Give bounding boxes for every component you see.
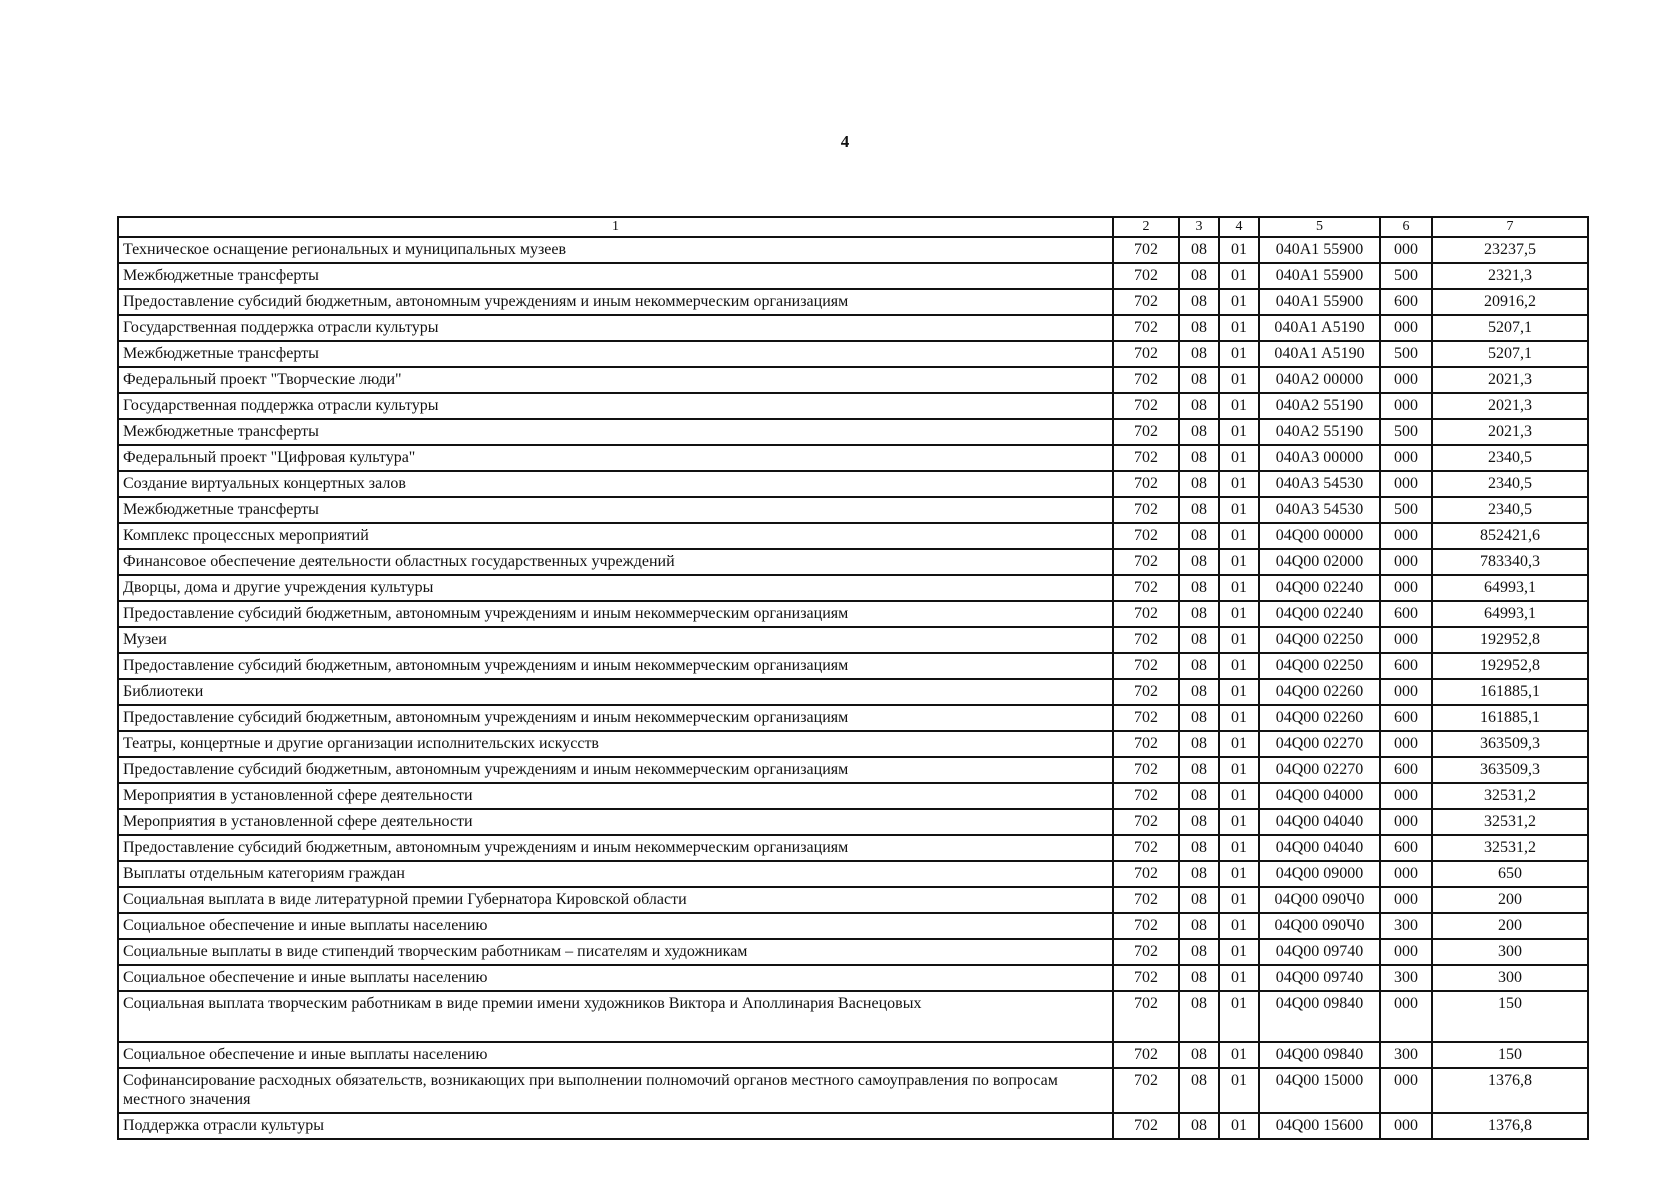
row-chapter-cell: 702 [1113,991,1179,1042]
table-row [118,289,1588,315]
row-target-item-cell: 04Q00 15000 [1259,1068,1380,1113]
row-target-item-cell: 04Q00 02240 [1259,575,1380,601]
row-subsection-cell: 01 [1219,315,1259,341]
row-subsection-cell: 01 [1219,341,1259,367]
row-amount-cell: 2021,3 [1432,367,1588,393]
row-target-item-cell: 04Q00 090Ч0 [1259,887,1380,913]
row-section-cell: 08 [1179,653,1219,679]
row-target-item-cell: 04Q00 02240 [1259,601,1380,627]
row-amount-cell: 650 [1432,861,1588,887]
row-subsection-cell: 01 [1219,471,1259,497]
row-expense-type-cell: 000 [1380,991,1432,1042]
row-target-item-cell: 040A2 55190 [1259,419,1380,445]
row-subsection-cell: 01 [1219,523,1259,549]
row-section-cell: 08 [1179,679,1219,705]
row-chapter-cell: 702 [1113,1042,1179,1068]
row-target-item-cell: 04Q00 04000 [1259,783,1380,809]
row-subsection-cell: 01 [1219,419,1259,445]
row-name-cell: Предоставление субсидий бюджетным, автономным учреждениям и иным некоммерческим организациям [118,757,1113,783]
row-name-cell: Библиотеки [118,679,1113,705]
table-row [118,861,1588,887]
table-row [118,315,1588,341]
table-row [118,237,1588,263]
row-name-cell: Предоставление субсидий бюджетным, автономным учреждениям и иным некоммерческим организациям [118,653,1113,679]
row-name-cell: Предоставление субсидий бюджетным, автономным учреждениям и иным некоммерческим организациям [118,601,1113,627]
row-chapter-cell: 702 [1113,601,1179,627]
row-chapter-cell: 702 [1113,731,1179,757]
row-section-cell: 08 [1179,497,1219,523]
row-chapter-cell: 702 [1113,861,1179,887]
row-expense-type-cell: 000 [1380,315,1432,341]
row-chapter-cell: 702 [1113,575,1179,601]
row-amount-cell: 32531,2 [1432,783,1588,809]
row-expense-type-cell: 000 [1380,887,1432,913]
row-amount-cell: 64993,1 [1432,575,1588,601]
header-row [118,217,1588,237]
table-row [118,497,1588,523]
table-row [118,887,1588,913]
row-target-item-cell: 040A1 55900 [1259,289,1380,315]
table-row [118,757,1588,783]
row-name-cell: Техническое оснащение региональных и муниципальных музеев [118,237,1113,263]
row-amount-cell: 2021,3 [1432,393,1588,419]
table-row [118,679,1588,705]
row-chapter-cell: 702 [1113,315,1179,341]
row-section-cell: 08 [1179,731,1219,757]
row-subsection-cell: 01 [1219,757,1259,783]
row-expense-type-cell: 000 [1380,445,1432,471]
row-subsection-cell: 01 [1219,835,1259,861]
row-chapter-cell: 702 [1113,887,1179,913]
row-amount-cell: 161885,1 [1432,679,1588,705]
row-target-item-cell: 040A3 00000 [1259,445,1380,471]
row-section-cell: 08 [1179,965,1219,991]
header-col-2: 2 [1113,217,1179,237]
row-subsection-cell: 01 [1219,939,1259,965]
row-expense-type-cell: 600 [1380,757,1432,783]
row-subsection-cell: 01 [1219,861,1259,887]
row-target-item-cell: 04Q00 09740 [1259,965,1380,991]
row-chapter-cell: 702 [1113,393,1179,419]
row-target-item-cell: 04Q00 00000 [1259,523,1380,549]
row-section-cell: 08 [1179,939,1219,965]
row-chapter-cell: 702 [1113,783,1179,809]
row-subsection-cell: 01 [1219,1113,1259,1139]
row-amount-cell: 5207,1 [1432,315,1588,341]
row-target-item-cell: 040A3 54530 [1259,497,1380,523]
row-expense-type-cell: 300 [1380,913,1432,939]
row-expense-type-cell: 000 [1380,783,1432,809]
row-target-item-cell: 040A1 55900 [1259,237,1380,263]
row-section-cell: 08 [1179,263,1219,289]
row-amount-cell: 1376,8 [1432,1068,1588,1113]
row-subsection-cell: 01 [1219,575,1259,601]
row-name-cell: Мероприятия в установленной сфере деятельности [118,783,1113,809]
row-chapter-cell: 702 [1113,263,1179,289]
budget-table [117,216,1589,1140]
table-row [118,1068,1588,1113]
row-name-cell: Федеральный проект "Творческие люди" [118,367,1113,393]
header-col-3: 3 [1179,217,1219,237]
row-amount-cell: 20916,2 [1432,289,1588,315]
row-name-cell: Дворцы, дома и другие учреждения культуры [118,575,1113,601]
row-chapter-cell: 702 [1113,965,1179,991]
table-header [118,217,1588,237]
row-chapter-cell: 702 [1113,1113,1179,1139]
row-name-cell: Межбюджетные трансферты [118,497,1113,523]
table-row [118,263,1588,289]
row-section-cell: 08 [1179,471,1219,497]
row-subsection-cell: 01 [1219,1068,1259,1113]
row-name-cell: Софинансирование расходных обязательств, возникающих при выполнении полномочий органов местного самоуправления по вопросам местного значения [118,1068,1113,1113]
table-row [118,419,1588,445]
row-amount-cell: 852421,6 [1432,523,1588,549]
row-expense-type-cell: 000 [1380,731,1432,757]
row-target-item-cell: 04Q00 15600 [1259,1113,1380,1139]
row-name-cell: Социальное обеспечение и иные выплаты населению [118,913,1113,939]
row-section-cell: 08 [1179,1113,1219,1139]
row-name-cell: Предоставление субсидий бюджетным, автономным учреждениям и иным некоммерческим организациям [118,705,1113,731]
table-row [118,913,1588,939]
row-amount-cell: 2340,5 [1432,471,1588,497]
row-subsection-cell: 01 [1219,679,1259,705]
row-chapter-cell: 702 [1113,835,1179,861]
row-name-cell: Музеи [118,627,1113,653]
row-chapter-cell: 702 [1113,705,1179,731]
row-chapter-cell: 702 [1113,289,1179,315]
row-amount-cell: 2340,5 [1432,497,1588,523]
row-subsection-cell: 01 [1219,1042,1259,1068]
row-section-cell: 08 [1179,575,1219,601]
row-amount-cell: 150 [1432,991,1588,1042]
page-number: 4 [840,132,850,151]
row-target-item-cell: 04Q00 02260 [1259,679,1380,705]
row-expense-type-cell: 000 [1380,939,1432,965]
row-expense-type-cell: 000 [1380,679,1432,705]
row-name-cell: Социальное обеспечение и иные выплаты населению [118,1042,1113,1068]
row-subsection-cell: 01 [1219,367,1259,393]
header-col-7: 7 [1432,217,1588,237]
row-section-cell: 08 [1179,783,1219,809]
row-section-cell: 08 [1179,809,1219,835]
row-target-item-cell: 04Q00 09840 [1259,1042,1380,1068]
row-expense-type-cell: 500 [1380,419,1432,445]
row-section-cell: 08 [1179,835,1219,861]
row-target-item-cell: 04Q00 02250 [1259,653,1380,679]
row-target-item-cell: 04Q00 04040 [1259,835,1380,861]
row-name-cell: Межбюджетные трансферты [118,263,1113,289]
row-amount-cell: 23237,5 [1432,237,1588,263]
row-name-cell: Выплаты отдельным категориям граждан [118,861,1113,887]
row-target-item-cell: 040A2 00000 [1259,367,1380,393]
row-expense-type-cell: 600 [1380,289,1432,315]
row-amount-cell: 300 [1432,939,1588,965]
table-row [118,809,1588,835]
row-subsection-cell: 01 [1219,263,1259,289]
row-subsection-cell: 01 [1219,705,1259,731]
row-name-cell: Межбюджетные трансферты [118,419,1113,445]
row-amount-cell: 363509,3 [1432,731,1588,757]
row-section-cell: 08 [1179,887,1219,913]
row-expense-type-cell: 000 [1380,471,1432,497]
row-amount-cell: 64993,1 [1432,601,1588,627]
row-amount-cell: 200 [1432,913,1588,939]
row-amount-cell: 161885,1 [1432,705,1588,731]
row-chapter-cell: 702 [1113,653,1179,679]
row-target-item-cell: 040A1 55900 [1259,263,1380,289]
header-col-1: 1 [118,217,1113,237]
row-expense-type-cell: 500 [1380,497,1432,523]
row-chapter-cell: 702 [1113,757,1179,783]
row-subsection-cell: 01 [1219,783,1259,809]
header-col-4: 4 [1219,217,1259,237]
row-name-cell: Финансовое обеспечение деятельности областных государственных учреждений [118,549,1113,575]
row-section-cell: 08 [1179,549,1219,575]
row-amount-cell: 200 [1432,887,1588,913]
row-subsection-cell: 01 [1219,601,1259,627]
row-section-cell: 08 [1179,991,1219,1042]
row-subsection-cell: 01 [1219,887,1259,913]
row-amount-cell: 300 [1432,965,1588,991]
row-name-cell: Социальная выплата творческим работникам в виде премии имени художников Виктора и Аполлинария Васнецовых [118,991,1113,1042]
row-expense-type-cell: 000 [1380,575,1432,601]
row-name-cell: Комплекс процессных мероприятий [118,523,1113,549]
row-expense-type-cell: 000 [1380,861,1432,887]
row-expense-type-cell: 500 [1380,263,1432,289]
row-target-item-cell: 04Q00 09000 [1259,861,1380,887]
row-target-item-cell: 04Q00 02260 [1259,705,1380,731]
row-section-cell: 08 [1179,367,1219,393]
row-subsection-cell: 01 [1219,497,1259,523]
row-chapter-cell: 702 [1113,1068,1179,1113]
table-row [118,991,1588,1042]
row-expense-type-cell: 300 [1380,1042,1432,1068]
row-name-cell: Федеральный проект "Цифровая культура" [118,445,1113,471]
row-chapter-cell: 702 [1113,809,1179,835]
row-expense-type-cell: 000 [1380,393,1432,419]
row-name-cell: Создание виртуальных концертных залов [118,471,1113,497]
table-row [118,1113,1588,1139]
table-row [118,965,1588,991]
row-name-cell: Социальная выплата в виде литературной премии Губернатора Кировской области [118,887,1113,913]
row-section-cell: 08 [1179,705,1219,731]
row-target-item-cell: 04Q00 04040 [1259,809,1380,835]
row-subsection-cell: 01 [1219,809,1259,835]
row-subsection-cell: 01 [1219,991,1259,1042]
row-name-cell: Мероприятия в установленной сфере деятельности [118,809,1113,835]
row-amount-cell: 363509,3 [1432,757,1588,783]
row-section-cell: 08 [1179,861,1219,887]
row-expense-type-cell: 000 [1380,237,1432,263]
row-section-cell: 08 [1179,523,1219,549]
row-section-cell: 08 [1179,393,1219,419]
table-body [118,237,1588,1139]
table-row [118,367,1588,393]
row-name-cell: Государственная поддержка отрасли культуры [118,393,1113,419]
row-subsection-cell: 01 [1219,289,1259,315]
table-row [118,1042,1588,1068]
row-amount-cell: 783340,3 [1432,549,1588,575]
row-section-cell: 08 [1179,237,1219,263]
table-row [118,471,1588,497]
row-amount-cell: 192952,8 [1432,627,1588,653]
row-expense-type-cell: 600 [1380,705,1432,731]
row-chapter-cell: 702 [1113,367,1179,393]
table-row [118,393,1588,419]
table-row [118,549,1588,575]
row-target-item-cell: 040A1 A5190 [1259,315,1380,341]
table-row [118,731,1588,757]
row-expense-type-cell: 000 [1380,627,1432,653]
table-row [118,523,1588,549]
row-subsection-cell: 01 [1219,393,1259,419]
row-section-cell: 08 [1179,1068,1219,1113]
row-section-cell: 08 [1179,289,1219,315]
row-name-cell: Театры, концертные и другие организации исполнительских искусств [118,731,1113,757]
table-row [118,575,1588,601]
row-name-cell: Межбюджетные трансферты [118,341,1113,367]
row-section-cell: 08 [1179,601,1219,627]
row-chapter-cell: 702 [1113,497,1179,523]
row-section-cell: 08 [1179,757,1219,783]
row-target-item-cell: 04Q00 02270 [1259,731,1380,757]
table-row [118,653,1588,679]
row-chapter-cell: 702 [1113,939,1179,965]
row-name-cell: Предоставление субсидий бюджетным, автономным учреждениям и иным некоммерческим организациям [118,289,1113,315]
row-chapter-cell: 702 [1113,237,1179,263]
row-subsection-cell: 01 [1219,965,1259,991]
row-expense-type-cell: 600 [1380,835,1432,861]
row-expense-type-cell: 600 [1380,653,1432,679]
row-subsection-cell: 01 [1219,237,1259,263]
row-expense-type-cell: 600 [1380,601,1432,627]
row-amount-cell: 32531,2 [1432,809,1588,835]
row-chapter-cell: 702 [1113,627,1179,653]
row-amount-cell: 150 [1432,1042,1588,1068]
row-section-cell: 08 [1179,341,1219,367]
row-target-item-cell: 04Q00 02000 [1259,549,1380,575]
row-section-cell: 08 [1179,419,1219,445]
row-chapter-cell: 702 [1113,679,1179,705]
row-subsection-cell: 01 [1219,445,1259,471]
row-chapter-cell: 702 [1113,341,1179,367]
row-section-cell: 08 [1179,627,1219,653]
row-amount-cell: 192952,8 [1432,653,1588,679]
row-expense-type-cell: 300 [1380,965,1432,991]
row-amount-cell: 32531,2 [1432,835,1588,861]
row-chapter-cell: 702 [1113,523,1179,549]
header-col-5: 5 [1259,217,1380,237]
row-chapter-cell: 702 [1113,445,1179,471]
header-col-6: 6 [1380,217,1432,237]
row-amount-cell: 1376,8 [1432,1113,1588,1139]
row-subsection-cell: 01 [1219,913,1259,939]
row-section-cell: 08 [1179,1042,1219,1068]
row-target-item-cell: 04Q00 09740 [1259,939,1380,965]
row-expense-type-cell: 000 [1380,367,1432,393]
table-row [118,705,1588,731]
row-target-item-cell: 040A1 A5190 [1259,341,1380,367]
table-row [118,627,1588,653]
row-name-cell: Социальное обеспечение и иные выплаты населению [118,965,1113,991]
row-subsection-cell: 01 [1219,627,1259,653]
row-target-item-cell: 04Q00 02250 [1259,627,1380,653]
table-row [118,939,1588,965]
row-target-item-cell: 04Q00 02270 [1259,757,1380,783]
row-name-cell: Государственная поддержка отрасли культуры [118,315,1113,341]
row-chapter-cell: 702 [1113,419,1179,445]
row-expense-type-cell: 000 [1380,1068,1432,1113]
row-expense-type-cell: 000 [1380,523,1432,549]
row-amount-cell: 2021,3 [1432,419,1588,445]
row-chapter-cell: 702 [1113,913,1179,939]
row-section-cell: 08 [1179,315,1219,341]
row-target-item-cell: 04Q00 090Ч0 [1259,913,1380,939]
row-section-cell: 08 [1179,913,1219,939]
row-chapter-cell: 702 [1113,471,1179,497]
row-subsection-cell: 01 [1219,653,1259,679]
row-amount-cell: 5207,1 [1432,341,1588,367]
row-expense-type-cell: 500 [1380,341,1432,367]
row-target-item-cell: 040A2 55190 [1259,393,1380,419]
table-row [118,835,1588,861]
table-row [118,783,1588,809]
row-expense-type-cell: 000 [1380,549,1432,575]
row-subsection-cell: 01 [1219,549,1259,575]
row-name-cell: Социальные выплаты в виде стипендий творческим работникам – писателям и художникам [118,939,1113,965]
row-target-item-cell: 04Q00 09840 [1259,991,1380,1042]
row-chapter-cell: 702 [1113,549,1179,575]
row-expense-type-cell: 000 [1380,809,1432,835]
table-row [118,445,1588,471]
row-amount-cell: 2321,3 [1432,263,1588,289]
row-name-cell: Предоставление субсидий бюджетным, автономным учреждениям и иным некоммерческим организациям [118,835,1113,861]
row-subsection-cell: 01 [1219,731,1259,757]
row-amount-cell: 2340,5 [1432,445,1588,471]
row-section-cell: 08 [1179,445,1219,471]
row-name-cell: Поддержка отрасли культуры [118,1113,1113,1139]
row-target-item-cell: 040A3 54530 [1259,471,1380,497]
row-expense-type-cell: 000 [1380,1113,1432,1139]
table-row [118,601,1588,627]
table-row [118,341,1588,367]
